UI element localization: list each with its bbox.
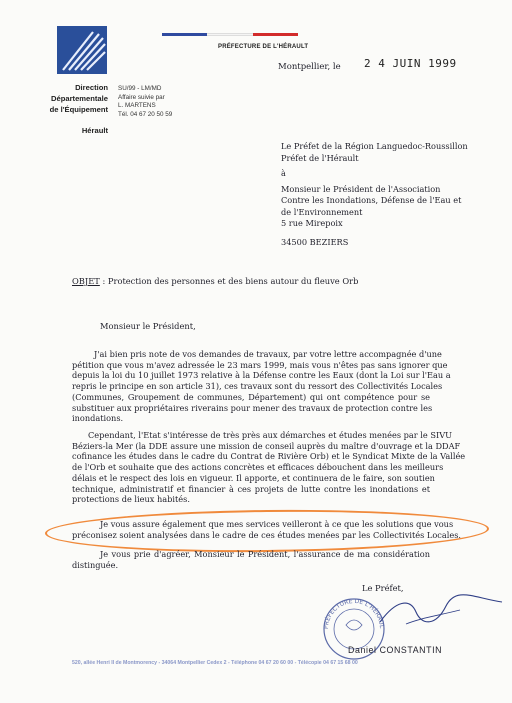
recipient-city: 34500 BEZIERS [281, 237, 349, 247]
closing-title: Le Préfet, [362, 583, 404, 593]
signatory-name: Daniel CONSTANTIN [348, 645, 443, 655]
paragraph-4 [72, 549, 430, 570]
text-line: de l'Orb et souhaite que des actions concrètes et efficaces débouchent dans les meilleurs [72, 462, 444, 473]
prefecture-heading: PRÉFECTURE DE L'HÉRAULT [218, 44, 309, 50]
to-label: à [281, 168, 286, 178]
reference-block [118, 85, 172, 120]
handwritten-signature [376, 592, 506, 632]
org-line: Départementale [51, 94, 108, 103]
recipient-line: Contre les Inondations, Défense de l'Eau et [281, 195, 462, 206]
dde-logo [57, 26, 107, 74]
org-line: Direction [75, 83, 108, 92]
paragraph-3 [72, 519, 462, 540]
sender-line: Préfet de l'Hérault [281, 153, 359, 163]
text-line: Je vous prie d'agréer, Monsieur le Président, l'assurance de ma considération [100, 549, 430, 559]
place-label: Montpellier, le [278, 62, 341, 72]
text-line: pétition que vous m'avez adressée le 23 mars 1999, mais vous n'êtes pas sans ignorer que [72, 359, 448, 370]
text-line: préconisez soient analysées dans le cadre de ces études menées par les Collectivités Locales. [72, 529, 462, 540]
department-name: Hérault [81, 126, 108, 135]
org-name [40, 82, 108, 115]
reference-line: Tél. 04 67 20 50 59 [118, 111, 173, 119]
sender-line: Le Préfet de la Région Languedoc-Roussillon [281, 141, 468, 151]
text-line: J'ai bien pris note de vos demandes de travaux, par votre lettre accompagnée d'une [94, 349, 442, 359]
reference-line: L. MARTENS [118, 102, 156, 110]
paragraph-2 [72, 430, 466, 505]
recipient-line: de l'Environnement [281, 206, 363, 217]
tricolor-blue [162, 33, 207, 36]
text-line: protections de lieux habités. [72, 494, 190, 505]
recipient-block [281, 184, 461, 229]
reference-line: Affaire suivie par [118, 93, 165, 101]
subject-text: : Protection des personnes et des biens autour du fleuve Orb [99, 276, 359, 286]
text-line: depuis la loi du 10 juillet 1973 relative à la Défense contre les Eaux (dont la Loi sur l'Eau a [72, 370, 451, 381]
text-line: inondations. [72, 413, 124, 424]
svg-text:PRÉFECTURE DE L'HÉRAULT: PRÉFECTURE DE L'HÉRAUL [322, 597, 385, 630]
date-stamp: 2 4 JUIN 1999 [364, 57, 457, 70]
text-line: Cependant, l'Etat s'intéresse de très près aux démarches et études menées par le SIVU [88, 430, 453, 440]
text-line: Je vous assure également que mes services veilleront à ce que les solutions que vous [100, 519, 454, 529]
salutation: Monsieur le Président, [100, 321, 196, 331]
paragraph-1 [72, 349, 451, 424]
text-line: technique, administratif et financier à ces projets de lutte contre les inondations et [72, 483, 430, 494]
text-line: Béziers-la Mer (la DDE assure une mission de conseil auprès du maître d'ouvrage et la DDAF [72, 440, 461, 451]
recipient-line: Monsieur le Président de l'Association [281, 184, 441, 194]
subject-label: OBJET [72, 276, 100, 286]
tricolor-band [162, 33, 298, 36]
sender-block [281, 140, 468, 164]
tricolor-white [207, 33, 252, 36]
reference-line: SU/99 - LM/MD [118, 85, 162, 92]
text-line: distinguée. [72, 559, 119, 570]
recipient-line: 5 rue Mirepoix [281, 217, 343, 228]
text-line: repris le principe en son article 31), ces travaux sont du ressort des Collectivités Locales [72, 381, 443, 392]
text-line: (Communes, Groupement de communes, Département) qui ont compétence pour se [72, 391, 430, 402]
footer-address: 520, allée Henri II de Montmorency - 34064 Montpellier Cedex 2 - Téléphone 04 67 20 60 00 - Télécopie 04 67 15 68 00 [72, 660, 358, 666]
text-line: délais et le respect des lois en vigueur. Il apporte, et continuera de le faire, son soutien [72, 472, 435, 483]
org-line: de l'Équipement [49, 105, 108, 114]
subject-line [72, 276, 358, 286]
text-line: cofinance les études dans le cadre du Contrat de Rivière Orb) et le Syndicat Mixte de la Vallée [72, 451, 466, 462]
tricolor-red [253, 33, 298, 36]
text-line: substituer aux propriétaires riverains pour mener des travaux de protection contre les [72, 402, 433, 413]
